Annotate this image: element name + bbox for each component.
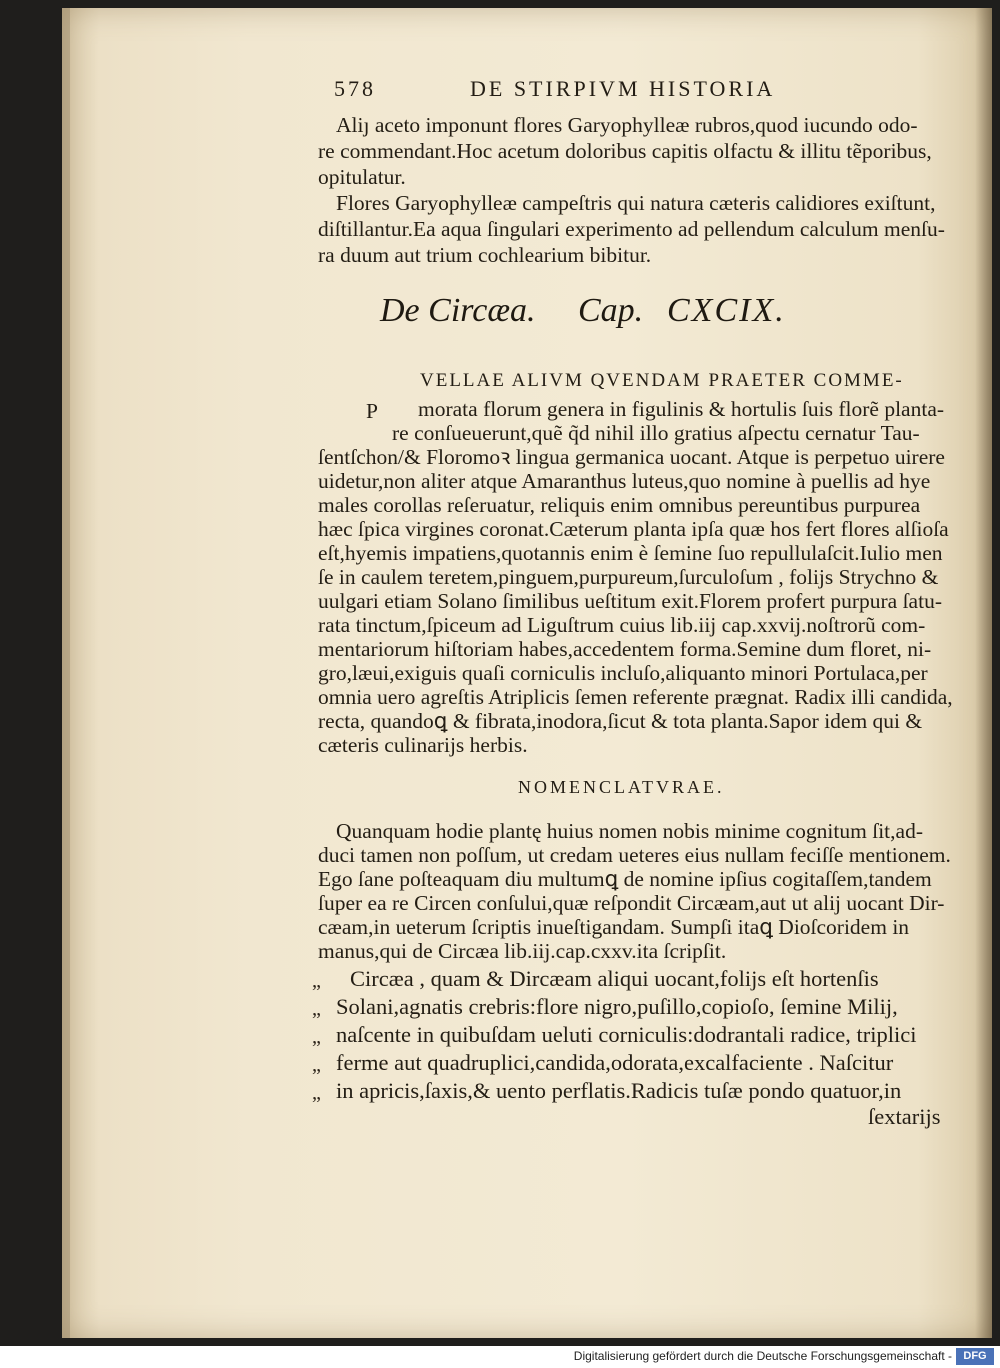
text-line: recta, quandoꝗ & fibrata,inodora,ſicut & tota planta.Sapor idem qui & [318,709,923,733]
text-line: cæteris culinarijs herbis. [318,733,528,757]
text-line: in apricis,ſaxis,& uento perflatis.Radicis tuſæ pondo quatuor,in [336,1078,902,1103]
text-line: re conſueuerunt,quẽ q̃d nihil illo gratius aſpectu cernatur Tau- [392,421,920,445]
page-left-edge [62,8,70,1338]
text-line: Circæa , quam & Dircæam aliqui uocant,folijs eſt hortenſis [350,966,879,991]
chapter-numeral: CXCIX. [667,292,786,329]
text-line: manus,qui de Circæa lib.iij.cap.cxxv.ita ſcripſit. [318,939,727,963]
text-line: naſcente in quibuſdam ueluti corniculis:dodrantali radice, triplici [336,1022,917,1047]
section-heading: NOMENCLATVRAE. [518,777,725,797]
text-line: Flores Garyophylleæ campeſtris qui natura cæteris calidiores exiſtunt, [336,191,936,215]
text-line: uulgari etiam Solano ſimilibus ueſtitum exit.Florem profert purpura ſatu- [318,589,942,613]
text-line: rata tinctum,ſpiceum ad Liguſtrum cuius lib.iij cap.xxvij.noſtrorũ com- [318,613,926,637]
drop-initial: P [366,399,378,423]
catchword: ſextarijs [868,1104,941,1129]
text-line: Solani,agnatis crebris:flore nigro,puſillo,copioſo, ſemine Milij, [336,994,898,1019]
footer-credit: Digitalisierung gefördert durch die Deutsche Forschungsgemeinschaft - [573,1349,952,1363]
text-line: Ego ſane poſteaquam diu multumꝗ de nomine ipſius cogitaſſem,tandem [318,867,932,891]
text-line: ſuper ea re Circen conſului,quæ reſpondit Circæam,aut ut alij uocant Dir- [318,891,945,915]
text-line: duci tamen non poſſum, ut credam ueteres eius nullam feciſſe mentionem. [318,843,951,867]
quote-mark: „ [312,1082,321,1104]
chapter-title: De Circæa. [380,292,536,329]
text-line: morata florum genera in figulinis & hortulis ſuis florẽ planta- [418,397,945,421]
quote-mark: „ [312,1054,321,1076]
text-line: gro,læui,exiguis quaſi corniculis incluſo,aliquanto minori Portulaca,per [318,661,928,685]
dfg-logo: DFG [956,1348,994,1365]
quote-mark: „ [312,1026,321,1048]
text-line: mentariorum hiſtoriam habes,accedentem forma.Semine dum floret, ni- [318,637,932,661]
text-line: omnia uero agreſtis Atriplicis ſemen referente prægnat. Radix illi candida, [318,685,953,709]
text-line: cæam,in ueterum ſcriptis inueſtigandam. Sumpſi itaꝗ Dioſcoridem in [318,915,910,939]
quote-mark: „ [312,970,321,992]
text-line: diſtillantur.Ea aqua ſingulari experimento ad pellendum calculum menſu- [318,217,945,241]
chapter-cap-label: Cap. [578,292,644,329]
quote-mark: „ [312,998,321,1020]
page-number: 578 [334,76,376,101]
text-line: eſt,hyemis impatiens,quotannis enim è ſemine ſuo repullulaſcit.Iulio men [318,541,943,565]
text-line: Quanquam hodie plantę huius nomen nobis minime cognitum ſit,ad- [336,819,923,843]
text-line: re commendant.Hoc acetum doloribus capitis olfactu & illitu tẽporibus, [318,139,932,163]
text-line: ſentſchon/& Floromoꝛ lingua germanica uocant. Atque is perpetuo uirere [318,445,945,469]
running-title: DE STIRPIVM HISTORIA [470,76,776,101]
text-line: hæc ſpica virgines coronat.Cæterum planta ipſa quæ hos fert flores alſioſa [318,517,949,541]
text-line: ra duum aut trium cochlearium bibitur. [318,243,652,267]
digitization-footer [0,1346,1000,1368]
text-line: ſe in caulem teretem,pinguem,purpureum,ſurculoſum , folijs Strychno & [318,565,939,589]
text-line: VELLAE ALIVM QVENDAM PRAETER COMME- [420,370,904,391]
text-line: uidetur,non aliter atque Amaranthus luteus,quo nomine à puellis ad hye [318,469,931,493]
page-gutter-shadow [975,8,992,1338]
text-line: opitulatur. [318,165,406,189]
text-line: Aliȷ aceto imponunt flores Garyophylleæ rubros,quod iucundo odo- [336,113,918,137]
text-line: ferme aut quadruplici,candida,odorata,excalfaciente . Naſcitur [336,1050,894,1075]
text-line: males corollas reſeruatur, reliquis enim omnibus pereuntibus purpurea [318,493,921,517]
